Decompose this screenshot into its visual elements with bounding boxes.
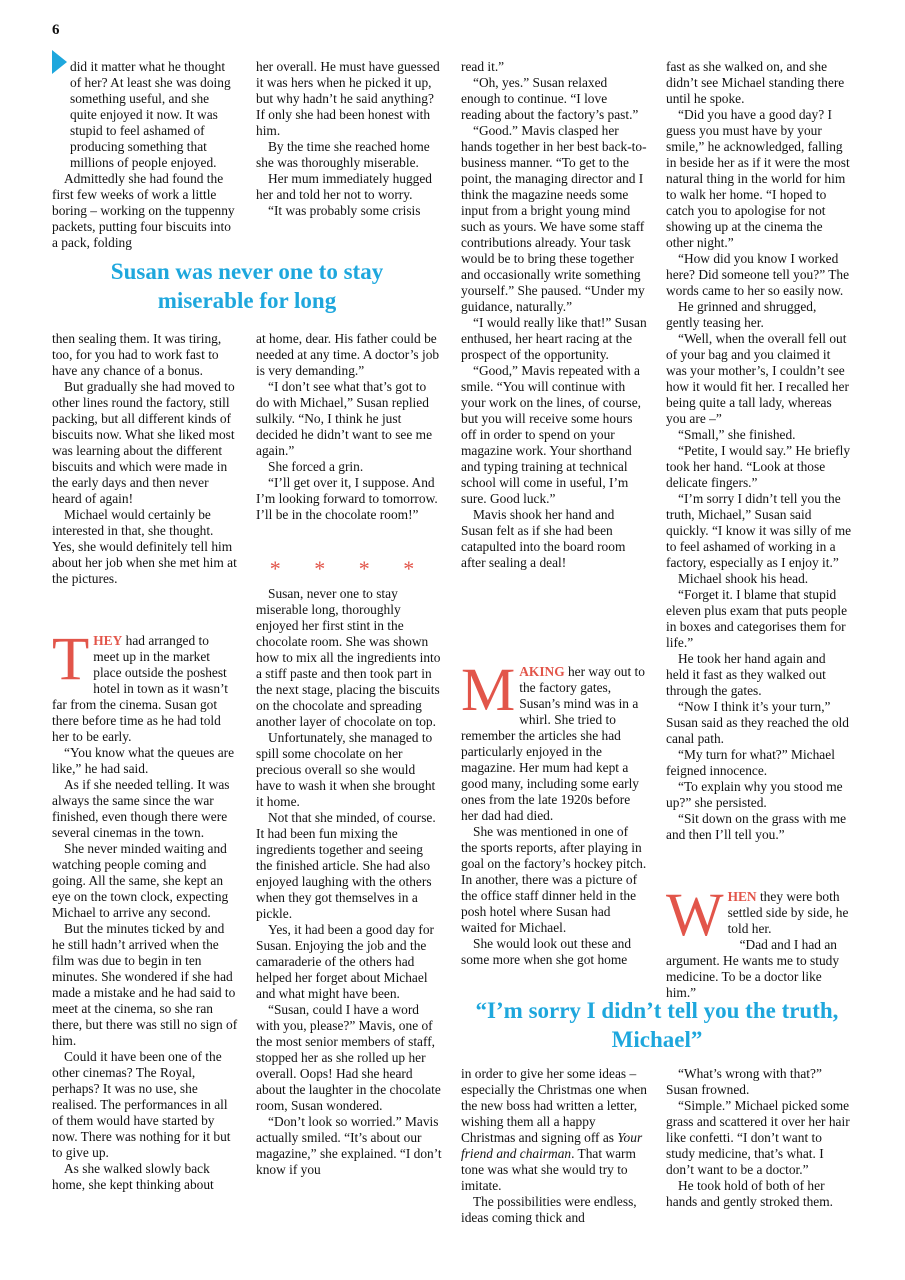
section-opening [666,882,852,949]
paragraph: By the time she reached home she was thoroughly miserable. [256,139,430,170]
paragraph: “Good,” Mavis repeated with a smile. “You will continue with your work on the lines, of course, but you will receive some hours off in order to spend on your magazine work. Your shorthand and typing training at technical school will come in useful, I’m sure. Good luck.” [461,363,641,506]
paragraph-text: her way out to the factory gates, Susan’s mind was in a whirl. She tried to remember the articles she had particularly enjoyed in the magazine. Her mum had kept a good many, including some early ones from the late 1920s before her dad had died. [461,664,645,823]
pull-quote-headline: Susan was never one to stay miserable for long [110,259,384,313]
section-opening [52,626,238,745]
col1-top [52,59,238,251]
paragraph-text: . That warm tone was what she would try to imitate. [461,1146,636,1193]
lead-word: HEY [93,633,123,648]
paragraph: But the minutes ticked by and he still hadn’t arrived when the film was due to begin in ten minutes. She wondered if she had made a mistake and he had said to meet at the cinema, so she ran there, but there was still no sign of him. [52,921,238,1048]
paragraph: read it.” [461,59,505,74]
page-number: 6 [52,22,60,38]
paragraph: “I don’t see what that’s got to do with Michael,” Susan replied sulkily. “No, I think he just decided he didn’t want to see me again.” [256,379,433,458]
paragraph: “Susan, could I have a word with you, please?” Mavis, one of the most senior members of staff, stopped her as she rolled up her overall. Oops! Had she heard about the laughter in the chocolate room, Susan wondered. [256,1002,441,1113]
pull-quote-headline: “I’m sorry I didn’t tell you the truth, Michael” [475,998,839,1052]
drop-cap: W [666,882,724,949]
paragraph [461,1066,647,1194]
paragraph: Michael shook his head. [678,571,809,586]
paragraph: “Don’t look so worried.” Mavis actually smiled. “It’s about our magazine,” she explained. “I don’t know if you [256,1114,442,1177]
lead-word: AKING [519,664,565,679]
col2-mid [256,331,442,523]
paragraph: The possibilities were endless, ideas coming thick and [461,1194,637,1225]
paragraph: fast as she walked on, and she didn’t see Michael standing there until he spoke. [666,59,845,106]
col4-top [666,59,852,843]
col4-bottom [666,1066,852,1210]
paragraph: “Did you have a good day? I guess you must have by your smile,” he acknowledged, falling in beside her as if it were the most natural thing in the world for him to walk her home. “I hoped to catch you to apologise for not showing up at the cinema the other night.” [666,107,850,250]
paragraph: “Simple.” Michael picked some grass and scattered it over her hair like confetti. “I don’t want to study medicine, that’s what. I don’t want to be a doctor.” [666,1098,850,1177]
paragraph: “Well, when the overall fell out of your bag and you claimed it was your mother’s, I couldn’t see how it would fit her. I recalled her being quite a tall lady, whereas you are –” [666,331,849,426]
paragraph: “Sit down on the grass with me and then I’ll tell you.” [666,811,847,842]
paragraph: “I’ll get over it, I suppose. And I’m looking forward to tomorrow. I’ll be in the chocolate room!” [256,475,438,522]
col4-section [666,882,852,1001]
paragraph: “Petite, I would say.” He briefly took her hand. “Look at those delicate fingers.” [666,443,851,490]
paragraph: Not that she minded, of course. It had been fun mixing the ingredients together and seeing the finished article. She had also enjoyed laughing with the others when they got themselves in a pickle. [256,810,436,921]
paragraph: “Small,” she finished. [678,427,796,442]
paragraph: As if she needed telling. It was always the same since the war finished, even though there were several cinemas in the town. [52,777,230,840]
paragraph: Her mum immediately hugged her and told her not to worry. [256,171,432,202]
col3-section [461,657,647,968]
paragraph: did it matter what he thought of her? At least she was doing something useful, and she quite enjoyed it now. It was stupid to feel ashamed of producing something that millions of people enjoyed. [70,59,231,170]
paragraph: But gradually she had moved to other lines round the factory, still packing, but all different kinds of biscuits now. What she liked most was learning about the different biscuits and which were made in the early days and then never heard of again! [52,379,235,506]
paragraph: “To explain why you stood me up?” she persisted. [666,779,843,810]
paragraph-text: had arranged to meet up in the market place outside the poshest hotel in town as it wasn’t far from the cinema. Susan got there before time as he had told her to be early. [52,633,229,744]
col2-top [256,59,442,219]
paragraph: She never minded waiting and watching people coming and going. All the same, she kept an eye on the town clock, expecting Michael to arrive any second. [52,841,229,920]
paragraph: She forced a grin. [268,459,364,474]
paragraph: As she walked slowly back home, she kept thinking about [52,1161,214,1192]
paragraph-text: in order to give her some ideas – especially the Christmas one when the new boss had written a letter, wishing them all a happy Christmas and signing off as [461,1066,647,1145]
paragraph: He took her hand again and held it fast as they walked out through the gates. [666,651,826,698]
paragraph: Susan, never one to stay miserable long, thoroughly enjoyed her first stint in the chocolate room. She was shown how to mix all the ingredients into a stiff paste and then took part in the next stage, placing the biscuits on the chocolate and spreading another layer of chocolate on top. [256,586,441,729]
paragraph: “My turn for what?” Michael feigned innocence. [666,747,835,778]
drop-cap: M [461,657,516,724]
col1-mid [52,331,238,587]
paragraph: “Dad and I had an argument. He wants me to study medicine. To be a doctor like him.” [666,937,840,1000]
lead-word: HEN [727,889,757,904]
paragraph: Mavis shook her hand and Susan felt as if she had been catapulted into the board room after sealing a deal! [461,507,626,570]
col3-bottom [461,1066,647,1226]
paragraph-text: they were both settled side by side, he told her. [727,889,849,936]
paragraph: “Now I think it’s your turn,” Susan said as they reached the old canal path. [666,699,849,746]
paragraph: “It was probably some crisis [268,203,421,218]
italic-title: Your friend and chairman [461,1130,643,1161]
paragraph: Admittedly she had found the first few weeks of work a little boring – working on the tuppenny packets, putting four biscuits into a pack, folding [52,171,235,250]
paragraph: Unfortunately, she managed to spill some chocolate on her precious overall so she would have to wash it when she brought it home. [256,730,436,809]
paragraph: “What’s wrong with that?” Susan frowned. [666,1066,822,1097]
paragraph: “I’m sorry I didn’t tell you the truth, Michael,” Susan said quickly. “I know it was silly of me to feel ashamed of working in a factory, especially as I enjoy it.” [666,491,852,570]
section-break-stars: * * * * [269,556,429,581]
section-opening [461,657,647,824]
col3-top [461,59,647,571]
paragraph: She would look out these and some more when she got home [461,936,632,967]
paragraph: Could it have been one of the other cinemas? The Royal, perhaps? It was no use, she realised. The performances in all of them would have started by now. There was nothing for it but to give up. [52,1049,231,1160]
paragraph: at home, dear. His father could be needed at any time. A doctor’s job is very demanding.” [256,331,440,378]
col1-section [52,626,238,1193]
paragraph: “You know what the queues are like,” he had said. [52,745,235,776]
col2-low [256,586,442,1178]
paragraph: He took hold of both of her hands and gently stroked them. [666,1178,833,1209]
paragraph: “Good.” Mavis clasped her hands together in her best back-to-business manner. “To get to the point, the managing director and I think the magazine needs some input from a bright young mind such as yours. We have some staff contributions already. Your task would be to bring these together and occasionally write something yourself.” She paused. “Under my guidance, naturally.” [461,123,647,314]
paragraph: her overall. He must have guessed it was hers when he picked it up, but why hadn’t he said anything? If only she had been honest with him. [256,59,440,138]
paragraph: “Forget it. I blame that stupid eleven plus exam that puts people in boxes and categorises them for life.” [666,587,848,650]
paragraph: Yes, it had been a good day for Susan. Enjoying the job and the camaraderie of the others had helped her forget about Michael and what might have been. [256,922,434,1001]
paragraph: She was mentioned in one of the sports reports, after playing in goal on the factory’s hockey pitch. In another, there was a picture of the office staff dinner held in the posh hotel where Susan had waited for Michael. [461,824,647,935]
drop-cap: T [52,626,90,693]
paragraph: “I would really like that!” Susan enthused, her heart racing at the prospect of the opportunity. [461,315,647,362]
paragraph: “Oh, yes.” Susan relaxed enough to continue. “I love reading about the factory’s past.” [461,75,639,122]
paragraph: Michael would certainly be interested in that, she thought. Yes, she would definitely tell him about her job when she met him at the pictures. [52,507,237,586]
paragraph: He grinned and shrugged, gently teasing her. [666,299,817,330]
paragraph: “How did you know I worked here? Did someone tell you?” The words came to her so easily now. [666,251,850,298]
paragraph: then sealing them. It was tiring, too, for you had to work fast to have any chance of a bonus. [52,331,222,378]
